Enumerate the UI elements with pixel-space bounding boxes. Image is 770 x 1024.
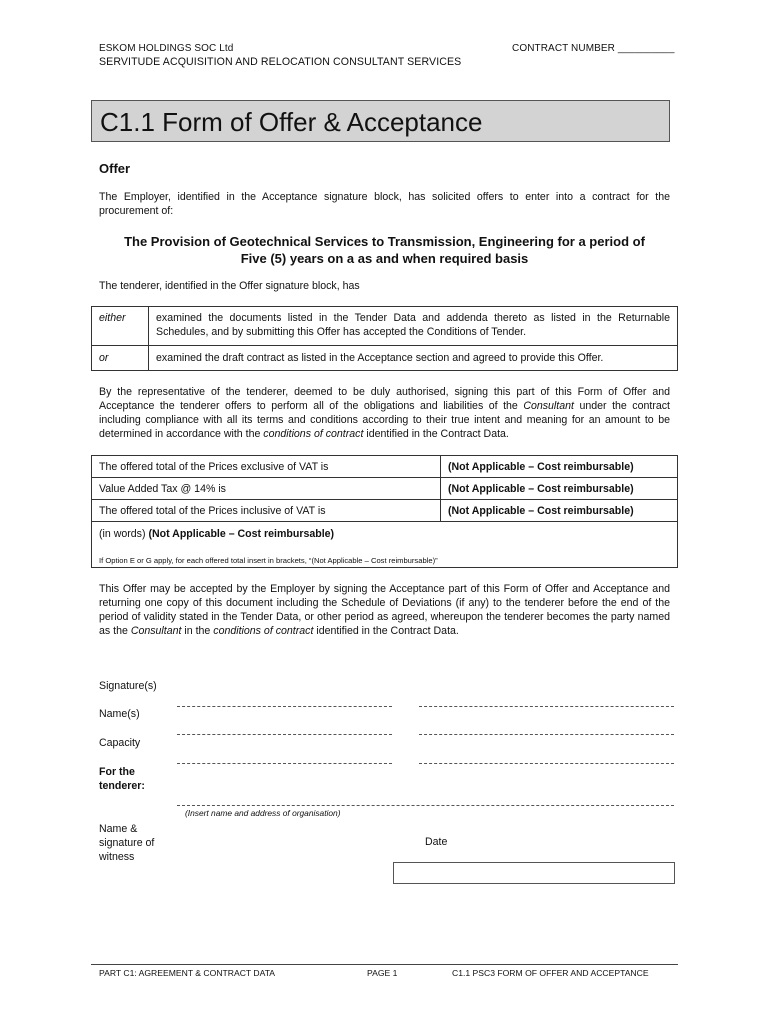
price-label: The offered total of the Prices inclusive of VAT is <box>92 500 441 522</box>
offer-intro: The Employer, identified in the Acceptance signature block, has solicited offers to enter into a contract for the procurement of: <box>99 191 670 217</box>
table-row <box>92 478 678 500</box>
representative-paragraph <box>99 385 670 441</box>
option-text: examined the documents listed in the Tender Data and addenda thereto as listed in the Returnable Schedules, and by submitting this Offer has accepted the Conditions of Tender. <box>149 307 678 346</box>
price-value: (Not Applicable – Cost reimbursable) <box>441 478 678 500</box>
text-segment: under the contract including compliance with all its terms and conditions according to their true intent and meaning for an amount to be determined in accordance with the <box>99 400 670 440</box>
name-line[interactable] <box>177 734 392 735</box>
label-line: witness <box>99 851 135 863</box>
footer-document: C1.1 PSC3 FORM OF OFFER AND ACCEPTANCE <box>452 968 649 978</box>
page-title-box <box>91 100 670 142</box>
procurement-description <box>99 233 670 267</box>
table-row <box>92 307 678 346</box>
words-label: (in words) <box>99 528 149 540</box>
capacity-label: Capacity <box>99 737 141 749</box>
capacity-line[interactable] <box>419 763 674 764</box>
footer-part: PART C1: AGREEMENT & CONTRACT DATA <box>99 968 276 978</box>
procurement-line-2: Five (5) years on a as and when required basis <box>240 251 529 266</box>
words-value: (Not Applicable – Cost reimbursable) <box>148 528 335 540</box>
tenderer-intro: The tenderer, identified in the Offer signature block, has <box>99 280 360 292</box>
italic-term: conditions of contract <box>213 625 314 637</box>
options-table <box>91 306 678 371</box>
footer-divider <box>91 964 678 965</box>
insert-organisation-note: (Insert name and address of organisation) <box>185 808 341 818</box>
witness-label <box>99 822 154 864</box>
table-row <box>92 456 678 478</box>
witness-signature-field[interactable] <box>393 862 675 884</box>
option-key: either <box>92 307 149 346</box>
text-segment: identified in the Contract Data. <box>363 428 509 440</box>
names-label: Name(s) <box>99 708 140 720</box>
prices-table <box>91 455 678 568</box>
name-line[interactable] <box>419 734 674 735</box>
label-line: tenderer: <box>99 780 145 792</box>
label-line: For the <box>99 766 135 778</box>
label-line: Name & <box>99 823 138 835</box>
italic-term: Consultant <box>523 400 574 412</box>
header-contract-number: CONTRACT NUMBER __________ <box>512 43 675 54</box>
signature-line[interactable] <box>177 706 392 707</box>
header-services: SERVITUDE ACQUISITION AND RELOCATION CONSULTANT SERVICES <box>99 56 462 68</box>
price-label: The offered total of the Prices exclusive of VAT is <box>92 456 441 478</box>
italic-term: Consultant <box>130 625 182 637</box>
footer-page: PAGE 1 <box>367 968 398 978</box>
for-the-tenderer-label <box>99 765 145 793</box>
table-row <box>92 500 678 522</box>
label-line: signature of <box>99 837 155 849</box>
price-footnote: If Option E or G apply, for each offered total insert in brackets, “(Not Applicable – Cost reimbursable)” <box>99 556 438 565</box>
page-title: C1.1 Form of Offer & Acceptance <box>100 107 483 137</box>
organisation-line[interactable] <box>177 805 674 806</box>
text-segment: identified in the Contract Data. <box>313 625 459 637</box>
date-label: Date <box>425 836 448 848</box>
text-segment: in the <box>181 625 214 637</box>
offer-heading: Offer <box>99 161 131 176</box>
italic-term: conditions of contract <box>263 428 364 440</box>
acceptance-paragraph <box>99 582 670 638</box>
signatures-label: Signature(s) <box>99 680 157 692</box>
table-row <box>92 346 678 371</box>
price-label: Value Added Tax @ 14% is <box>92 478 441 500</box>
header-company: ESKOM HOLDINGS SOC Ltd <box>99 43 234 54</box>
capacity-line[interactable] <box>177 763 392 764</box>
procurement-line-1: The Provision of Geotechnical Services to Transmission, Engineering for a period of <box>124 234 645 249</box>
option-key: or <box>92 346 149 371</box>
price-value: (Not Applicable – Cost reimbursable) <box>441 456 678 478</box>
option-text: examined the draft contract as listed in the Acceptance section and agreed to provide this Offer. <box>149 346 678 371</box>
text-segment: By the representative of the tenderer, deemed to be duly authorised, signing this part of this Form of Offer and Acceptance the tenderer offers to perform all of the obligations and liabilities of the <box>99 386 670 412</box>
text-segment: This Offer may be accepted by the Employer by signing the Acceptance part of this Form of Offer and Acceptance and returning one copy of this document including the Schedule of Deviations (if any) to the tenderer before the end of the period of validity stated in the Tender Data, or other period as agreed, whereupon the tenderer becomes the party named as the <box>99 583 670 637</box>
price-value: (Not Applicable – Cost reimbursable) <box>441 500 678 522</box>
signature-line[interactable] <box>419 706 674 707</box>
